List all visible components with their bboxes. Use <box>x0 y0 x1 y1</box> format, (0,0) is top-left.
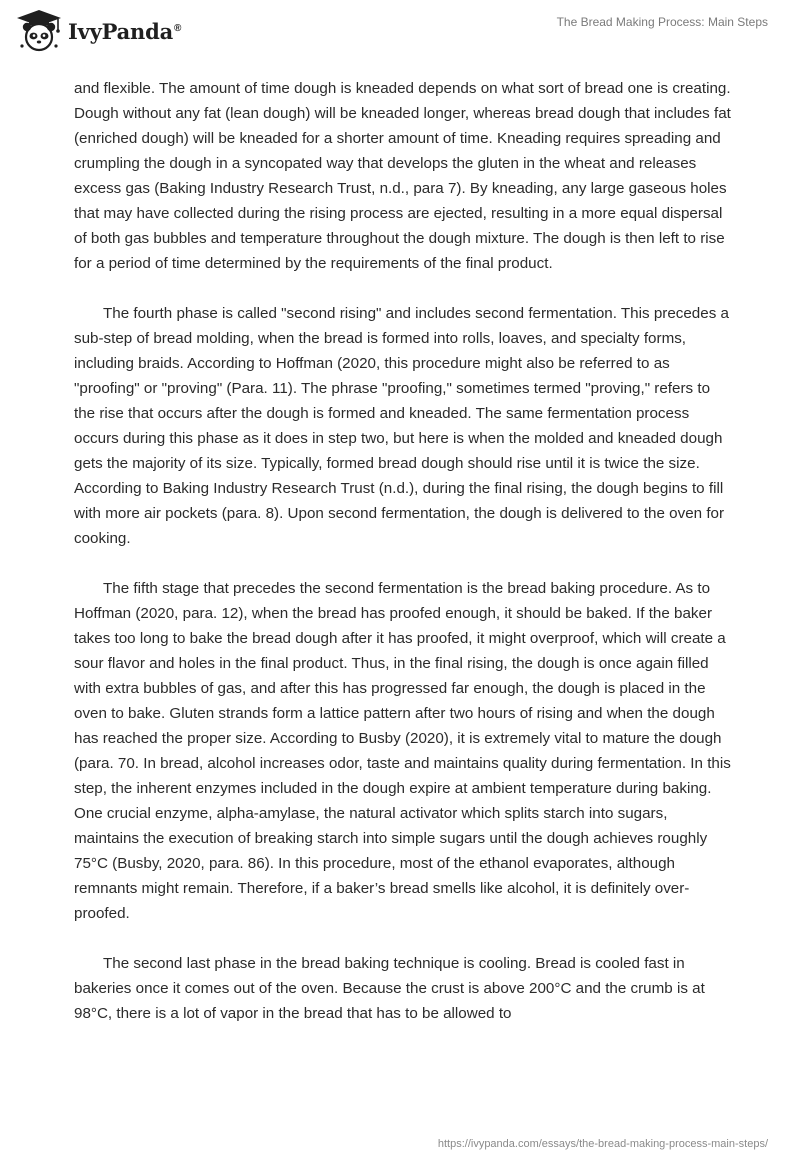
logo-text: IvyPanda <box>68 18 174 44</box>
essay-body <box>74 76 734 1051</box>
page-header <box>0 0 800 62</box>
logo-wordmark <box>68 19 181 44</box>
paragraph-second-rising: The fourth phase is called "second rising" and includes second fermentation. This precedes a sub-step of bread molding, when the bread is formed into rolls, loaves, and specialty forms, including braids. According to Hoffman (2020, this procedure might also be referred to as "proofing" or "proving" (Para. 11). The phrase "proofing," sometimes termed "proving," refers to the rise that occurs after the dough is formed and kneaded. The same fermentation process occurs during this phase as it does in step two, but here is when the molded and kneaded dough gets the majority of its size. Typically, formed bread dough should rise until it is twice the size. According to Baking Industry Research Trust (n.d.), during the final rising, the dough begins to fill with more air pockets (para. 8). Upon second fermentation, the dough is delivered to the oven for cooking. <box>74 305 729 547</box>
ivypanda-logo[interactable] <box>14 8 181 52</box>
paragraph-cooling: The second last phase in the bread baking technique is cooling. Bread is cooled fast in bakeries once it comes out of the oven. Because the crust is above 200°C and the crumb is at 98°C, there is a lot of vapor in the bread that has to be allowed to <box>74 955 705 1022</box>
source-url[interactable]: https://ivypanda.com/essays/the-bread-making-process-main-steps/ <box>437 1138 768 1150</box>
registered-mark: ® <box>174 22 182 34</box>
paragraph-baking: The fifth stage that precedes the second fermentation is the bread baking procedure. As to Hoffman (2020, para. 12), when the bread has proofed enough, it should be baked. If the baker takes too long to bake the bread dough after it has proofed, it might overproof, which will create a sour flavor and holes in the final product. Thus, in the final rising, the dough is once again filled with extra bubbles of gas, and after this has progressed far enough, the dough is placed in the oven to bake. Gluten strands form a lattice pattern after two hours of rising and when the dough has reached the proper size. According to Busby (2020), it is extremely vital to mature the dough (para. 70. In bread, alcohol increases odor, taste and maintains quality during fermentation. In this step, the inherent enzymes included in the dough expire at ambient temperature during baking. One crucial enzyme, alpha-amylase, the natural activator which splits starch into sugars, maintains the execution of breaking starch into simple sugars until the dough achieves roughly 75°C (Busby, 2020, para. 86). In this procedure, most of the ethanol evaporates, although remnants might remain. Therefore, if a baker’s bread smells like alcohol, it is definitely over-proofed. <box>74 580 731 922</box>
panda-graduate-icon <box>14 8 64 52</box>
document-title: The Bread Making Process: Main Steps <box>556 15 768 29</box>
paragraph-kneading: and flexible. The amount of time dough is kneaded depends on what sort of bread one is creating. Dough without any fat (lean dough) will be kneaded longer, whereas bread dough that includes fat (enriched dough) will be kneaded for a shorter amount of time. Kneading requires spreading and crumpling the dough in a syncopated way that develops the gluten in the wheat and releases excess gas (Baking Industry Research Trust, n.d., para 7). By kneading, any large gaseous holes that may have collected during the rising process are ejected, resulting in a more equal dispersal of both gas bubbles and temperature throughout the dough mixture. The dough is then left to rise for a period of time determined by the requirements of the final product. <box>74 80 731 272</box>
